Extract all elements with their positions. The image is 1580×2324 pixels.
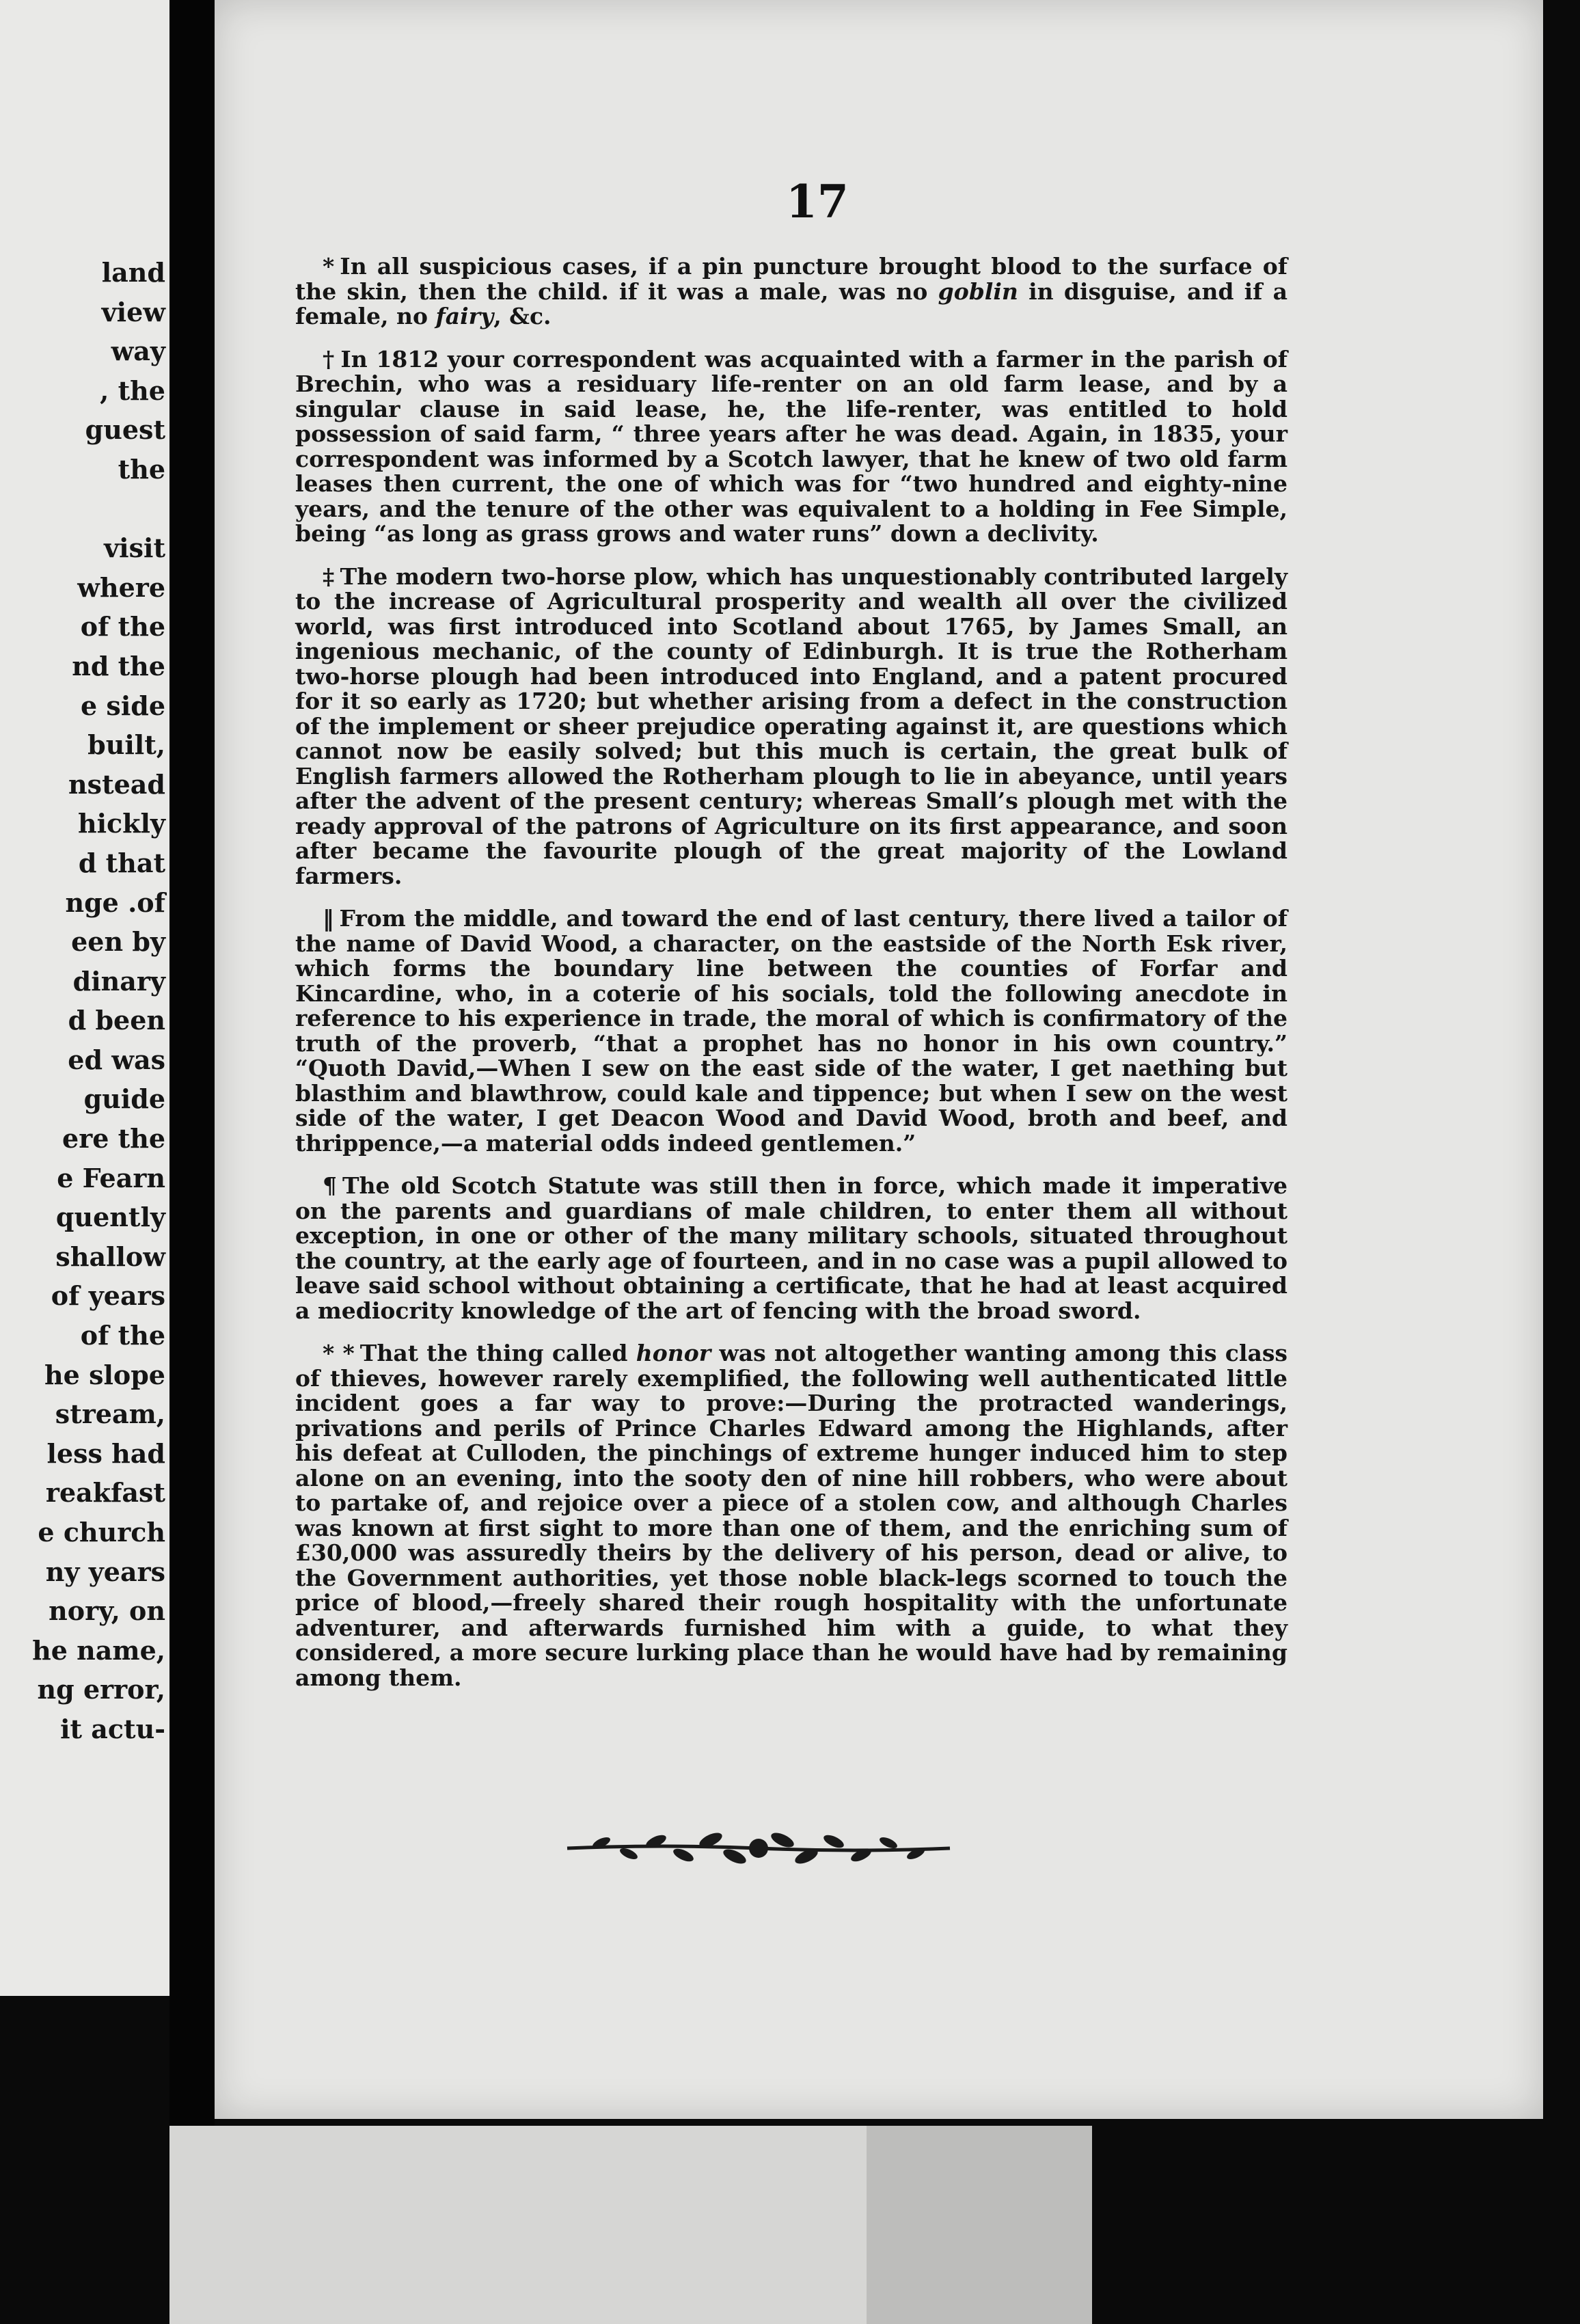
book-gutter bbox=[169, 0, 215, 2324]
adjacent-page-line: dinary bbox=[72, 965, 165, 997]
footnote-paragraph bbox=[295, 347, 1288, 547]
adjacent-page-fragment bbox=[0, 0, 169, 1996]
footnote-text: In 1812 your correspondent was acquainted with a farmer in the parish of Brechin, who was a residuary life-renter on an old farm lease, and by a singular clause in said lease, he, the life-renter, was entitled to hold possession of said farm, “ three years after he was dead. Again, in 1835, your correspondent was informed by a Scotch lawyer, that he knew of two old farm leases then current, the one of which was for “two hundred and eighty-nine years, and the tenure of the other was equivalent to a holding in Fee Simple, being “as long as grass grows and water runs” down a declivity. bbox=[295, 345, 1288, 547]
adjacent-page-line: guide bbox=[83, 1083, 165, 1115]
footnote-text: From the middle, and toward the end of last century, there lived a tailor of the name of David Wood, a character, on the eastside of the North Esk river, which forms the boundary line between the counties of Forfar and Kincardine, who, in a coterie of his socials, told the following anecdote in reference to his experience in trade, the moral of which is confirmatory of the truth of the proverb, “that a prophet has no honor in his own country.” “Quoth David,—When I sew on the east side of the water, I get naething but blasthim and blawthrow, could kale and tippence; but when I sew on the west side of the water, I get Deacon Wood and David Wood, broth and beef, and thrippence,—a material odds indeed gentlemen.” bbox=[295, 905, 1288, 1157]
footnotes-body bbox=[295, 254, 1288, 1708]
adjacent-page-line: reakfast bbox=[45, 1477, 165, 1509]
adjacent-page-line: of the bbox=[80, 1320, 165, 1351]
footnote-marker: * bbox=[323, 253, 335, 280]
footnote-paragraph bbox=[295, 906, 1288, 1156]
adjacent-page-line: d that bbox=[78, 847, 165, 878]
adjacent-page-line: less had bbox=[46, 1437, 165, 1469]
adjacent-page-line: quently bbox=[55, 1202, 165, 1233]
adjacent-page-line bbox=[1, 489, 165, 529]
adjacent-page-line: d been bbox=[68, 1005, 165, 1036]
adjacent-page-line: ed was bbox=[68, 1044, 165, 1075]
adjacent-page-line: shallow bbox=[55, 1241, 165, 1272]
adjacent-page-line: ny years bbox=[45, 1556, 165, 1587]
adjacent-page-line: visit bbox=[104, 532, 165, 564]
adjacent-page-line: , the bbox=[100, 375, 165, 406]
adjacent-page-line: built, bbox=[87, 729, 165, 761]
adjacent-page-line: of the bbox=[80, 611, 165, 643]
page-edge-light bbox=[169, 2126, 867, 2324]
adjacent-page-line: ere the bbox=[62, 1123, 165, 1154]
adjacent-page-line: hickly bbox=[77, 808, 165, 839]
adjacent-page-line: e Fearn bbox=[57, 1162, 165, 1193]
adjacent-page-line: nstead bbox=[68, 768, 165, 800]
footnote-paragraph bbox=[295, 565, 1288, 889]
adjacent-page-line: land bbox=[101, 257, 165, 288]
adjacent-page-line: e church bbox=[38, 1517, 165, 1548]
footnote-text: That the thing called bbox=[359, 1340, 636, 1366]
footnote-paragraph bbox=[295, 1341, 1288, 1690]
adjacent-page-line: the bbox=[118, 453, 165, 485]
adjacent-page-line: e side bbox=[81, 690, 165, 721]
adjacent-page-line: it actu- bbox=[60, 1713, 165, 1744]
footnote-paragraph bbox=[295, 254, 1288, 329]
adjacent-page-text bbox=[1, 253, 165, 1749]
adjacent-page-line: nd the bbox=[72, 650, 165, 681]
footnote-text: , &c. bbox=[493, 303, 551, 329]
italic-term: honor bbox=[636, 1340, 711, 1366]
footnote-paragraph bbox=[295, 1174, 1288, 1323]
adjacent-page-line: nge .of bbox=[65, 887, 165, 918]
decorative-vine-ornament bbox=[560, 1824, 957, 1872]
footnote-text: In all suspicious cases, if a pin puncture brought blood to the surface of the skin, then the child. if it was a male, was no bbox=[295, 253, 1288, 305]
adjacent-page-line: ng error, bbox=[37, 1674, 165, 1705]
adjacent-page-line: where bbox=[77, 571, 165, 603]
adjacent-page-line: he slope bbox=[44, 1359, 165, 1390]
footnote-text: was not altogether wanting among this class of thieves, however rarely exemplified, the following well authenticated little incident goes a far way to prove:—During the protracted wanderings, privations and perils of Prince Charles Edward among the Highlands, after his defeat at Culloden, the pinchings of extreme hunger induced him to step alone on an evening, into the sooty den of nine hill robbers, who were about to partake of, and rejoice over a piece of a stolen cow, and although Charles was known at first sight to more than one of them, and the enriching sum of £30,000 was assuredly theirs by the delivery of his person, dead or alive, to the Government authorities, yet those noble black-legs scorned to touch the price of blood,—freely shared their rough hospitality with the unfortunate adventurer, and afterwards furnished him with a guide, to what they considered, a more secure lurking place than he would have had by remaining among them. bbox=[295, 1340, 1288, 1691]
footnote-marker: ‡ bbox=[323, 563, 335, 590]
italic-term: goblin bbox=[938, 278, 1018, 305]
adjacent-page-line: guest bbox=[85, 414, 165, 446]
adjacent-page-line: way bbox=[111, 336, 165, 367]
footnote-marker: † bbox=[323, 345, 336, 373]
adjacent-page-line: he name, bbox=[32, 1634, 165, 1666]
italic-term: fairy bbox=[435, 303, 494, 329]
footnote-marker: ‖ bbox=[323, 905, 334, 932]
adjacent-page-line: view bbox=[101, 296, 165, 327]
adjacent-page-line: stream, bbox=[55, 1399, 165, 1430]
adjacent-page-line: een by bbox=[71, 926, 165, 958]
page-number: 17 bbox=[786, 175, 849, 228]
footnote-marker: * * bbox=[323, 1340, 355, 1366]
footnote-text: in disguise, and if a female, no bbox=[295, 278, 1288, 329]
footnote-text: The modern two-horse plow, which has unquestionably contributed largely to the increase of Agricultural prosperity and wealth all over the civilized world, was first introduced into Scotland about 1765, by James Small, an ingenious mechanic, of the county of Edinburgh. It is true the Rotherham two-horse plough had been introduced into England, and a patent procured for it so early as 1720; but whether arising from a defect in the construction of the implement or sheer prejudice operating against it, are questions which cannot now be easily solved; but this much is certain, the great bulk of English farmers allowed the Rotherham plough to lie in abeyance, until years after the advent of the present century; whereas Small’s plough met with the ready approval of the patrons of Agriculture on its first appearance, and soon after became the favourite plough of the great majority of the Lowland farmers. bbox=[295, 563, 1288, 889]
adjacent-page-line: nory, on bbox=[49, 1595, 165, 1627]
adjacent-page-line: of years bbox=[51, 1280, 165, 1312]
footnote-marker: ¶ bbox=[323, 1172, 337, 1199]
footnote-text: The old Scotch Statute was still then in force, which made it imperative on the parents and guardians of male children, to enter them all without exception, in one or other of the many military schools, situated throughout the country, at the early age of fourteen, and in no case was a pupil allowed to leave said school without obtaining a certificate, that he had at least acquired a mediocrity knowledge of the art of fencing with the broad sword. bbox=[295, 1172, 1288, 1324]
